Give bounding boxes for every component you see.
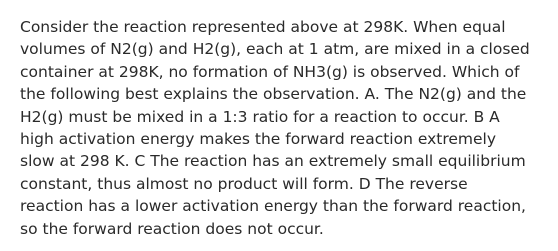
question-text bbox=[20, 16, 544, 240]
text-line: reaction has a lower activation energy than the forward reaction, bbox=[20, 197, 526, 216]
text-line: Consider the reaction represented above at 298K. When equal bbox=[20, 18, 506, 36]
text-line: H2(g) must be mixed in a 1:3 ratio for a reaction to occur. B A bbox=[20, 107, 500, 126]
text-line: so the forward reaction does not occur. bbox=[20, 219, 324, 238]
text-line: container at 298K, no formation of NH3(g) is observed. Which of bbox=[20, 62, 520, 81]
text-line: slow at 298 K. C The reaction has an extremely small equilibrium bbox=[20, 152, 526, 171]
text-line: the following best explains the observation. A. The N2(g) and the bbox=[20, 85, 527, 104]
text-line: constant, thus almost no product will form. D The reverse bbox=[20, 174, 468, 193]
text-line: high activation energy makes the forward reaction extremely bbox=[20, 130, 497, 149]
question-paragraph bbox=[20, 16, 544, 240]
text-line: volumes of N2(g) and H2(g), each at 1 atm, are mixed in a closed bbox=[20, 40, 530, 59]
